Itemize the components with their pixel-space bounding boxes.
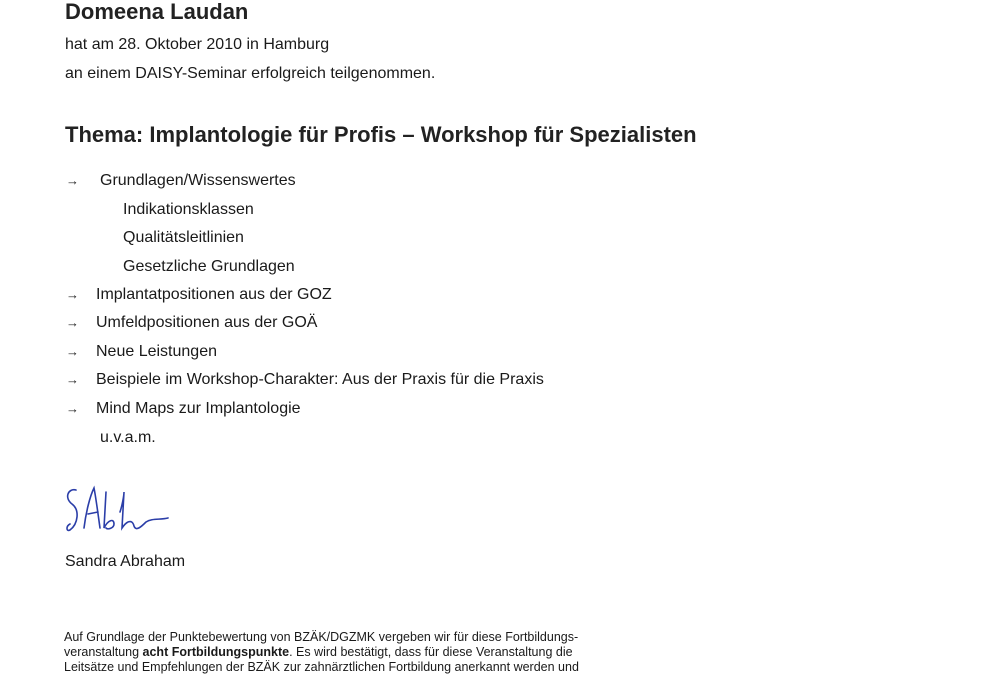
attendance-seminar-line: an einem DAISY-Seminar erfolgreich teilgenommen.: [65, 65, 436, 82]
handwritten-signature: [62, 482, 182, 542]
arrow-icon: →: [66, 344, 79, 359]
topic-subitem: Qualitätsleitlinien: [123, 229, 244, 246]
topic-item: Grundlagen/Wissenswertes: [100, 172, 296, 189]
more-note: u.v.a.m.: [100, 429, 156, 446]
topic-item: Neue Leistungen: [96, 343, 217, 360]
topic-subitem: Gesetzliche Grundlagen: [123, 258, 295, 275]
footer-text-part: . Es wird bestätigt, dass für diese Veranstaltung die Leitsätze und Empfehlungen der BZÄK zur zahnärztlichen Fortbildung anerkannt werden und: [64, 645, 579, 674]
arrow-icon: →: [66, 372, 79, 387]
participant-name: Domeena Laudan: [65, 0, 249, 24]
arrow-icon: →: [66, 401, 79, 416]
topic-subitem: Indikationsklassen: [123, 201, 254, 218]
topic-heading: Thema: Implantologie für Profis – Workshop für Spezialisten: [65, 122, 697, 147]
footer-text-part: Auf Grundlage der Punktebewertung von BZÄK/DGZMK vergeben wir für diese Fortbildungs-veranstaltung: [64, 630, 579, 659]
footer-bold-points: acht Fortbildungspunkte: [142, 645, 290, 659]
arrow-icon: →: [66, 287, 79, 302]
topic-item: Beispiele im Workshop-Charakter: Aus der Praxis für die Praxis: [96, 371, 544, 388]
attendance-date-line: hat am 28. Oktober 2010 in Hamburg: [65, 36, 330, 53]
topic-item: Umfeldpositionen aus der GOÄ: [96, 314, 318, 331]
arrow-icon: →: [66, 315, 79, 330]
signer-name: Sandra Abraham: [65, 553, 186, 570]
topic-item: Mind Maps zur Implantologie: [96, 400, 301, 417]
arrow-icon: →: [66, 173, 79, 188]
footer-text: [64, 630, 624, 675]
topic-item: Implantatpositionen aus der GOZ: [96, 286, 332, 303]
